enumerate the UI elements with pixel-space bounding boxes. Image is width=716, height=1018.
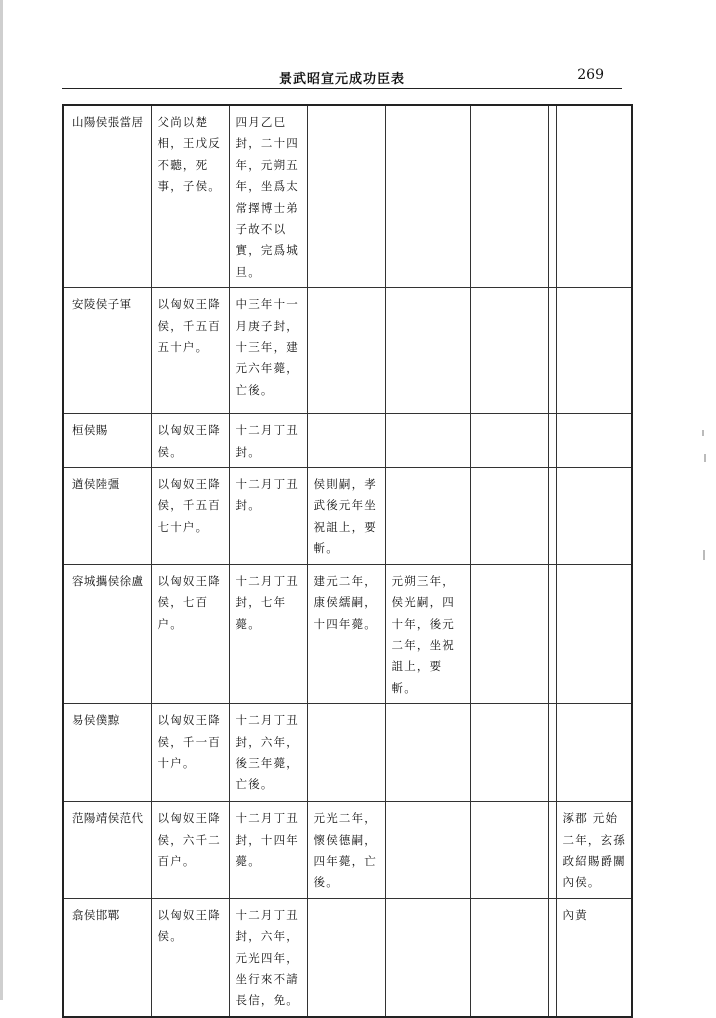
marquis-name-cell: 范陽靖侯范代	[63, 802, 151, 899]
enfeoffment-cell: 十二月丁丑封。	[229, 468, 307, 565]
running-head	[62, 66, 622, 89]
enfeoffment-cell: 十二月丁丑封，十四年薨。	[229, 802, 307, 899]
son-cell	[307, 414, 385, 468]
page-edge	[0, 0, 3, 1000]
merit-cell: 父尚以楚相，王戊反不聽，死事，子侯。	[151, 105, 229, 288]
descendant-cell	[556, 414, 632, 468]
spacer-cell	[548, 105, 556, 288]
table-row	[63, 564, 632, 703]
great-grandson-cell	[470, 898, 548, 1017]
grandson-cell	[385, 898, 470, 1017]
great-grandson-cell	[470, 468, 548, 565]
son-cell	[307, 704, 385, 802]
son-cell	[307, 288, 385, 414]
grandson-cell	[385, 414, 470, 468]
descendant-cell	[556, 288, 632, 414]
merit-cell: 以匈奴王降侯。	[151, 898, 229, 1017]
spacer-cell	[548, 414, 556, 468]
great-grandson-cell	[470, 414, 548, 468]
enfeoffment-cell: 十二月丁丑封，六年，後三年薨，亡後。	[229, 704, 307, 802]
son-cell: 侯則嗣，孝武後元年坐祝詛上，要斬。	[307, 468, 385, 565]
merit-cell: 以匈奴王降侯，六千二百户。	[151, 802, 229, 899]
great-grandson-cell	[470, 704, 548, 802]
table-body	[63, 105, 632, 1017]
spacer-cell	[548, 898, 556, 1017]
table-row	[63, 468, 632, 565]
marquis-name-cell: 容城攜侯徐盧	[63, 564, 151, 703]
table-row	[63, 288, 632, 414]
grandson-cell	[385, 802, 470, 899]
descendant-cell	[556, 468, 632, 565]
marquis-name-cell: 遒侯陸彊	[63, 468, 151, 565]
grandson-cell: 元朔三年，侯光嗣，四十年，後元二年，坐祝詛上，要斬。	[385, 564, 470, 703]
descendant-cell	[556, 105, 632, 288]
enfeoffment-cell: 十二月丁丑封，六年，元光四年，坐行來不請長信，免。	[229, 898, 307, 1017]
descendant-cell	[556, 564, 632, 703]
table-row	[63, 414, 632, 468]
marquis-name-cell: 易侯僕黥	[63, 704, 151, 802]
merit-cell: 以匈奴王降侯，千五百五十户。	[151, 288, 229, 414]
meritorious-officials-table	[62, 104, 633, 1018]
spacer-cell	[548, 288, 556, 414]
merit-cell: 以匈奴王降侯，千一百十户。	[151, 704, 229, 802]
spacer-cell	[548, 802, 556, 899]
descendant-cell	[556, 704, 632, 802]
spacer-cell	[548, 468, 556, 565]
table-row	[63, 105, 632, 288]
grandson-cell	[385, 468, 470, 565]
grandson-cell	[385, 704, 470, 802]
great-grandson-cell	[470, 564, 548, 703]
merit-cell: 以匈奴王降侯。	[151, 414, 229, 468]
descendant-cell: 內黄	[556, 898, 632, 1017]
table-row	[63, 898, 632, 1017]
great-grandson-cell	[470, 288, 548, 414]
spacer-cell	[548, 704, 556, 802]
marquis-name-cell: 桓侯賜	[63, 414, 151, 468]
son-cell	[307, 105, 385, 288]
page-number: 269	[577, 67, 604, 83]
enfeoffment-cell: 四月乙巳封，二十四年，元朔五年，坐爲太常擇博士弟子故不以實，完爲城旦。	[229, 105, 307, 288]
merit-cell: 以匈奴王降侯，千五百七十户。	[151, 468, 229, 565]
marquis-name-cell: 翕侯邯鄲	[63, 898, 151, 1017]
page-title: 景武昭宣元成功臣表	[278, 72, 405, 87]
grandson-cell	[385, 288, 470, 414]
enfeoffment-cell: 十二月丁丑封，七年薨。	[229, 564, 307, 703]
marquis-name-cell: 安陵侯子軍	[63, 288, 151, 414]
descendant-cell: 涿郡 元始二年，玄孫政紹賜爵關內侯。	[556, 802, 632, 899]
grandson-cell	[385, 105, 470, 288]
enfeoffment-cell: 中三年十一月庚子封，十三年，建元六年薨，亡後。	[229, 288, 307, 414]
enfeoffment-cell: 十二月丁丑封。	[229, 414, 307, 468]
merit-cell: 以匈奴王降侯，七百户。	[151, 564, 229, 703]
scan-specks	[700, 430, 710, 580]
son-cell: 建元二年，康侯繻嗣，十四年薨。	[307, 564, 385, 703]
table-row	[63, 802, 632, 899]
spacer-cell	[548, 564, 556, 703]
table-row	[63, 704, 632, 802]
son-cell: 元光二年，懷侯德嗣，四年薨，亡後。	[307, 802, 385, 899]
marquis-name-cell: 山陽侯張當居	[63, 105, 151, 288]
son-cell	[307, 898, 385, 1017]
great-grandson-cell	[470, 105, 548, 288]
great-grandson-cell	[470, 802, 548, 899]
